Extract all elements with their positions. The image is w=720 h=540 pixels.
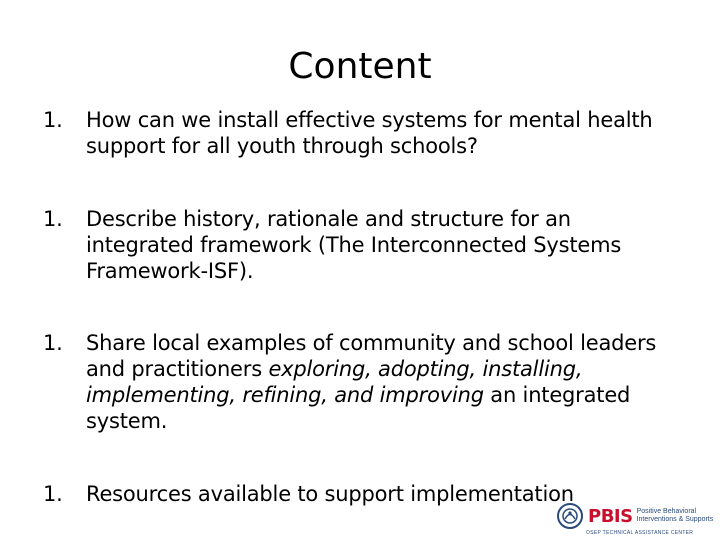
pbis-subtitle <box>637 508 714 524</box>
list-item-number: 1. <box>43 108 63 132</box>
list-item-number: 1. <box>43 331 63 355</box>
list-item-text <box>86 330 683 434</box>
list-item-text-italic: exploring, adopting, installing, implementing, refining, and improving <box>86 357 583 407</box>
pbis-subtitle-line: Positive Behavioral <box>636 508 697 515</box>
pbis-emblem-icon <box>556 502 584 530</box>
list-item-text <box>86 107 683 159</box>
list-item-number: 1. <box>43 482 63 506</box>
list-item <box>43 330 683 434</box>
pbis-logo <box>556 494 716 538</box>
list-item-text-part: How can we install effective systems for mental health support for all youth through schools? <box>86 108 653 158</box>
pbis-wordmark: PBIS <box>588 505 633 527</box>
slide-title: Content <box>288 46 432 87</box>
pbis-tagline: OSEP TECHNICAL ASSISTANCE CENTER <box>586 530 694 536</box>
list-item-number: 1. <box>43 207 63 231</box>
list-item-text <box>86 206 683 284</box>
list-item-text-part: Share local examples of community and school leaders and practitioners <box>86 331 657 381</box>
list-item-text-part: Describe history, rationale and structure for an integrated framework (The Interconnected Systems Framework-ISF). <box>86 207 622 283</box>
pbis-subtitle-line: Interventions & Supports <box>636 516 714 523</box>
list-item <box>43 107 683 159</box>
list-item-text-part: Resources available to support implementation <box>86 482 574 506</box>
list-item <box>43 206 683 284</box>
list-item-text-part: an integrated system. <box>86 383 631 433</box>
